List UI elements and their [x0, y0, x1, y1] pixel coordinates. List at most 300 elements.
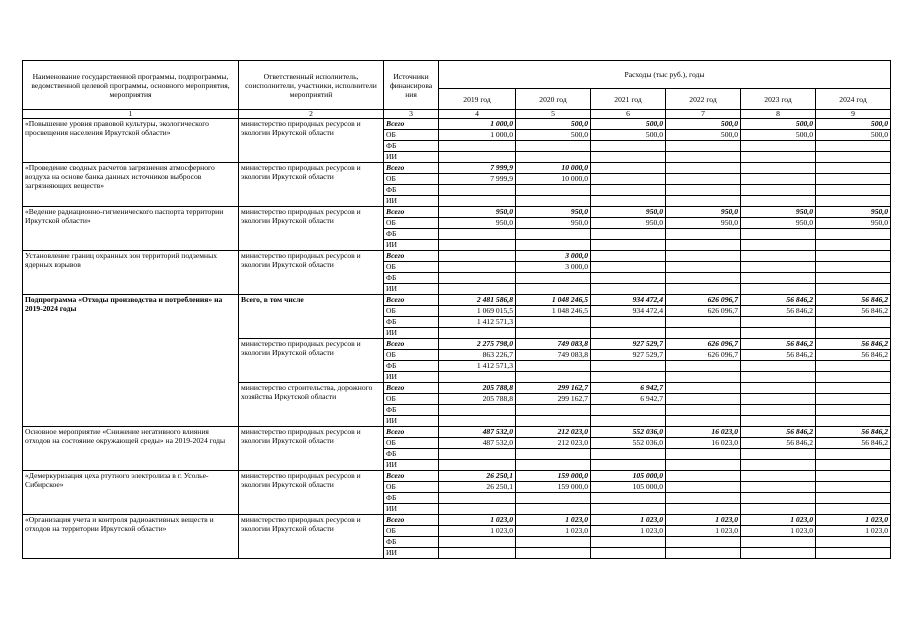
amount-cell: 626 096,7	[666, 350, 741, 361]
amount-cell: 950,0	[816, 207, 891, 218]
amount-cell	[439, 493, 516, 504]
amount-cell: 500,0	[816, 119, 891, 130]
program-name-cell: Подпрограмма «Отходы производства и потребления» на 2019-2024 годы	[23, 295, 239, 427]
amount-cell	[741, 185, 816, 196]
amount-cell	[439, 273, 516, 284]
amount-cell: 299 162,7	[516, 394, 591, 405]
amount-cell	[666, 262, 741, 273]
amount-cell: 159 000,0	[516, 471, 591, 482]
amount-cell: 934 472,4	[591, 306, 666, 317]
executor-cell: министерство природных ресурсов и экологии Иркутской области	[239, 471, 384, 515]
amount-cell	[741, 163, 816, 174]
source-cell: ОБ	[384, 438, 439, 449]
amount-cell	[591, 449, 666, 460]
amount-cell	[741, 493, 816, 504]
table-row	[23, 251, 891, 262]
amount-cell	[741, 174, 816, 185]
program-name-cell: «Демеркуризация цеха ртутного электролиза в г. Усолье-Сибирское»	[23, 471, 239, 515]
amount-cell: 10 000,0	[516, 163, 591, 174]
amount-cell: 1 023,0	[439, 526, 516, 537]
program-name-cell: «Повышение уровня правовой культуры, экологического просвещения населения Иркутской области»	[23, 119, 239, 163]
amount-cell: 950,0	[741, 218, 816, 229]
amount-cell	[666, 273, 741, 284]
amount-cell	[516, 185, 591, 196]
source-cell: Всего	[384, 471, 439, 482]
amount-cell	[816, 152, 891, 163]
program-name-cell: Основное мероприятие «Снижение негативного влияния отходов на состояние окружающей среды» на 2019-2024 годы	[23, 427, 239, 471]
amount-cell	[741, 196, 816, 207]
amount-cell: 1 023,0	[591, 526, 666, 537]
amount-cell: 950,0	[666, 207, 741, 218]
amount-cell	[816, 240, 891, 251]
amount-cell: 1 412 571,3	[439, 317, 516, 328]
amount-cell: 1 023,0	[516, 515, 591, 526]
amount-cell	[516, 273, 591, 284]
col-header-executor: Ответственный исполнитель, соисполнители, участники, исполнители мероприятий	[239, 61, 384, 110]
amount-cell: 950,0	[516, 218, 591, 229]
source-cell: Всего	[384, 119, 439, 130]
amount-cell	[816, 196, 891, 207]
amount-cell	[666, 504, 741, 515]
amount-cell	[741, 405, 816, 416]
amount-cell: 927 529,7	[591, 350, 666, 361]
amount-cell	[516, 449, 591, 460]
source-cell: Всего	[384, 295, 439, 306]
amount-cell: 500,0	[591, 119, 666, 130]
program-name-cell: «Проведение сводных расчетов загрязнения атмосферного воздуха на основе банка данных источников выбросов загрязняющих веществ»	[23, 163, 239, 207]
amount-cell: 950,0	[439, 207, 516, 218]
year-header: 2023 год	[741, 89, 816, 110]
amount-cell	[816, 460, 891, 471]
amount-cell: 487 532,0	[439, 438, 516, 449]
amount-cell	[741, 460, 816, 471]
amount-cell	[666, 240, 741, 251]
amount-cell	[666, 482, 741, 493]
amount-cell	[741, 317, 816, 328]
amount-cell: 105 000,0	[591, 482, 666, 493]
amount-cell	[816, 548, 891, 559]
amount-cell	[439, 196, 516, 207]
amount-cell: 56 846,2	[741, 306, 816, 317]
source-cell: ИИ	[384, 460, 439, 471]
amount-cell	[666, 383, 741, 394]
amount-cell	[439, 141, 516, 152]
amount-cell	[666, 251, 741, 262]
amount-cell	[816, 449, 891, 460]
amount-cell: 500,0	[516, 119, 591, 130]
amount-cell	[591, 152, 666, 163]
amount-cell: 950,0	[666, 218, 741, 229]
amount-cell	[591, 416, 666, 427]
amount-cell	[516, 548, 591, 559]
year-header: 2020 год	[516, 89, 591, 110]
amount-cell: 950,0	[741, 207, 816, 218]
amount-cell: 16 023,0	[666, 438, 741, 449]
amount-cell: 56 846,2	[816, 339, 891, 350]
source-cell: ФБ	[384, 493, 439, 504]
amount-cell	[439, 240, 516, 251]
amount-cell	[439, 372, 516, 383]
amount-cell	[591, 504, 666, 515]
amount-cell: 626 096,7	[666, 306, 741, 317]
amount-cell	[666, 416, 741, 427]
amount-cell	[666, 493, 741, 504]
amount-cell	[666, 537, 741, 548]
amount-cell	[591, 185, 666, 196]
amount-cell	[516, 493, 591, 504]
amount-cell: 1 023,0	[516, 526, 591, 537]
source-cell: ОБ	[384, 482, 439, 493]
source-cell: Всего	[384, 515, 439, 526]
amount-cell	[439, 504, 516, 515]
table-row	[23, 515, 891, 526]
amount-cell: 7 999,9	[439, 174, 516, 185]
amount-cell: 1 023,0	[741, 515, 816, 526]
program-name-cell: «Ведение радиационно-гигиенического паспорта территории Иркутской области»	[23, 207, 239, 251]
amount-cell: 1 069 015,5	[439, 306, 516, 317]
column-index: 5	[516, 110, 591, 119]
amount-cell	[816, 317, 891, 328]
column-index: 3	[384, 110, 439, 119]
amount-cell	[741, 251, 816, 262]
amount-cell	[741, 361, 816, 372]
amount-cell: 1 000,0	[439, 130, 516, 141]
source-cell: Всего	[384, 383, 439, 394]
table-row	[23, 163, 891, 174]
amount-cell	[816, 185, 891, 196]
amount-cell	[516, 361, 591, 372]
amount-cell: 105 000,0	[591, 471, 666, 482]
amount-cell	[741, 449, 816, 460]
amount-cell: 950,0	[816, 218, 891, 229]
amount-cell	[591, 273, 666, 284]
amount-cell: 299 162,7	[516, 383, 591, 394]
source-cell: ИИ	[384, 196, 439, 207]
amount-cell: 749 083,8	[516, 350, 591, 361]
amount-cell	[591, 493, 666, 504]
amount-cell	[666, 471, 741, 482]
amount-cell	[816, 504, 891, 515]
amount-cell	[591, 174, 666, 185]
amount-cell	[666, 394, 741, 405]
executor-cell: Всего, в том числе	[239, 295, 384, 339]
source-cell: ОБ	[384, 130, 439, 141]
amount-cell: 16 023,0	[666, 427, 741, 438]
executor-cell: министерство природных ресурсов и экологии Иркутской области	[239, 339, 384, 383]
amount-cell	[666, 229, 741, 240]
source-cell: ИИ	[384, 548, 439, 559]
amount-cell	[666, 284, 741, 295]
program-name-cell: Установление границ охранных зон территорий подземных ядерных взрывов	[23, 251, 239, 295]
column-index: 6	[591, 110, 666, 119]
amount-cell: 56 846,2	[816, 295, 891, 306]
amount-cell: 6 942,7	[591, 383, 666, 394]
amount-cell	[741, 394, 816, 405]
amount-cell: 56 846,2	[741, 438, 816, 449]
amount-cell	[439, 537, 516, 548]
amount-cell: 1 048 246,5	[516, 306, 591, 317]
amount-cell	[816, 493, 891, 504]
amount-cell	[439, 328, 516, 339]
amount-cell	[816, 471, 891, 482]
amount-cell	[666, 328, 741, 339]
executor-cell: министерство природных ресурсов и экологии Иркутской области	[239, 251, 384, 295]
amount-cell	[516, 416, 591, 427]
amount-cell: 1 023,0	[439, 515, 516, 526]
amount-cell	[516, 152, 591, 163]
source-cell: Всего	[384, 339, 439, 350]
amount-cell	[816, 394, 891, 405]
amount-cell	[591, 317, 666, 328]
table-row	[23, 119, 891, 130]
source-cell: ИИ	[384, 152, 439, 163]
column-index: 9	[816, 110, 891, 119]
source-cell: ОБ	[384, 350, 439, 361]
amount-cell: 934 472,4	[591, 295, 666, 306]
amount-cell: 500,0	[591, 130, 666, 141]
table-row	[23, 427, 891, 438]
col-header-name: Наименование государственной программы, подпрограммы, ведомственной целевой программы, основного мероприятия, мероприятия	[23, 61, 239, 110]
amount-cell: 3 000,0	[516, 262, 591, 273]
amount-cell	[516, 141, 591, 152]
budget-table-container	[22, 60, 891, 559]
amount-cell	[591, 460, 666, 471]
amount-cell	[591, 548, 666, 559]
amount-cell	[666, 449, 741, 460]
amount-cell	[516, 405, 591, 416]
amount-cell: 500,0	[816, 130, 891, 141]
amount-cell	[741, 141, 816, 152]
amount-cell: 1 023,0	[816, 526, 891, 537]
amount-cell	[439, 405, 516, 416]
source-cell: ОБ	[384, 262, 439, 273]
year-header: 2024 год	[816, 89, 891, 110]
amount-cell	[516, 504, 591, 515]
amount-cell: 3 000,0	[516, 251, 591, 262]
amount-cell: 950,0	[591, 218, 666, 229]
amount-cell: 552 036,0	[591, 427, 666, 438]
amount-cell	[666, 141, 741, 152]
col-header-expenses: Расходы (тыс руб.), годы	[439, 61, 891, 89]
amount-cell: 56 846,2	[816, 438, 891, 449]
amount-cell	[439, 185, 516, 196]
source-cell: ОБ	[384, 174, 439, 185]
amount-cell: 1 023,0	[591, 515, 666, 526]
amount-cell	[516, 372, 591, 383]
source-cell: ФБ	[384, 317, 439, 328]
amount-cell	[816, 537, 891, 548]
source-cell: Всего	[384, 207, 439, 218]
amount-cell	[741, 471, 816, 482]
amount-cell: 56 846,2	[741, 339, 816, 350]
amount-cell	[816, 284, 891, 295]
amount-cell	[741, 482, 816, 493]
source-cell: Всего	[384, 427, 439, 438]
amount-cell	[741, 152, 816, 163]
amount-cell	[439, 416, 516, 427]
column-index: 2	[239, 110, 384, 119]
source-cell: ОБ	[384, 218, 439, 229]
amount-cell: 1 023,0	[816, 515, 891, 526]
amount-cell	[516, 537, 591, 548]
amount-cell	[816, 251, 891, 262]
amount-cell: 749 083,8	[516, 339, 591, 350]
amount-cell	[666, 372, 741, 383]
executor-cell: министерство природных ресурсов и экологии Иркутской области	[239, 427, 384, 471]
amount-cell: 626 096,7	[666, 339, 741, 350]
source-cell: ОБ	[384, 526, 439, 537]
source-cell: ИИ	[384, 284, 439, 295]
source-cell: ФБ	[384, 449, 439, 460]
source-cell: ИИ	[384, 328, 439, 339]
amount-cell: 1 412 571,3	[439, 361, 516, 372]
amount-cell	[816, 372, 891, 383]
column-index: 1	[23, 110, 239, 119]
executor-cell: министерство строительства, дорожного хозяйства Иркутской области	[239, 383, 384, 427]
amount-cell	[741, 262, 816, 273]
amount-cell	[666, 185, 741, 196]
amount-cell	[591, 163, 666, 174]
amount-cell	[516, 240, 591, 251]
amount-cell: 56 846,2	[741, 350, 816, 361]
amount-cell	[591, 537, 666, 548]
amount-cell: 26 250,1	[439, 471, 516, 482]
column-index: 7	[666, 110, 741, 119]
amount-cell	[516, 196, 591, 207]
amount-cell	[516, 328, 591, 339]
source-cell: ФБ	[384, 405, 439, 416]
table-row	[23, 207, 891, 218]
amount-cell	[816, 328, 891, 339]
amount-cell: 56 846,2	[741, 295, 816, 306]
amount-cell	[591, 251, 666, 262]
executor-cell: министерство природных ресурсов и экологии Иркутской области	[239, 119, 384, 163]
amount-cell	[591, 405, 666, 416]
amount-cell	[816, 174, 891, 185]
amount-cell	[591, 229, 666, 240]
amount-cell: 927 529,7	[591, 339, 666, 350]
amount-cell	[816, 361, 891, 372]
amount-cell: 159 000,0	[516, 482, 591, 493]
amount-cell	[666, 460, 741, 471]
amount-cell: 500,0	[516, 130, 591, 141]
amount-cell: 56 846,2	[816, 306, 891, 317]
amount-cell	[591, 262, 666, 273]
amount-cell	[439, 548, 516, 559]
amount-cell	[439, 152, 516, 163]
amount-cell	[591, 240, 666, 251]
source-cell: ФБ	[384, 361, 439, 372]
amount-cell: 6 942,7	[591, 394, 666, 405]
amount-cell	[816, 229, 891, 240]
year-header: 2019 год	[439, 89, 516, 110]
amount-cell	[816, 262, 891, 273]
amount-cell	[816, 416, 891, 427]
amount-cell: 212 023,0	[516, 427, 591, 438]
source-cell: ОБ	[384, 394, 439, 405]
source-cell: ФБ	[384, 141, 439, 152]
amount-cell: 2 275 798,0	[439, 339, 516, 350]
amount-cell: 7 999,9	[439, 163, 516, 174]
amount-cell	[439, 449, 516, 460]
year-header: 2022 год	[666, 89, 741, 110]
amount-cell: 1 023,0	[666, 515, 741, 526]
amount-cell: 1 023,0	[666, 526, 741, 537]
amount-cell	[741, 229, 816, 240]
amount-cell	[591, 141, 666, 152]
amount-cell: 56 846,2	[816, 427, 891, 438]
executor-cell: министерство природных ресурсов и экологии Иркутской области	[239, 163, 384, 207]
amount-cell: 26 250,1	[439, 482, 516, 493]
column-index: 8	[741, 110, 816, 119]
amount-cell: 552 036,0	[591, 438, 666, 449]
executor-cell: министерство природных ресурсов и экологии Иркутской области	[239, 515, 384, 559]
source-cell: Всего	[384, 251, 439, 262]
amount-cell	[591, 328, 666, 339]
amount-cell	[666, 174, 741, 185]
source-cell: ФБ	[384, 273, 439, 284]
amount-cell: 1 023,0	[741, 526, 816, 537]
amount-cell	[666, 163, 741, 174]
amount-cell: 500,0	[666, 130, 741, 141]
amount-cell	[666, 196, 741, 207]
amount-cell: 500,0	[741, 119, 816, 130]
amount-cell: 500,0	[741, 130, 816, 141]
source-cell: ОБ	[384, 306, 439, 317]
amount-cell	[741, 372, 816, 383]
amount-cell	[666, 361, 741, 372]
source-cell: ФБ	[384, 229, 439, 240]
source-cell: ФБ	[384, 185, 439, 196]
amount-cell: 950,0	[591, 207, 666, 218]
table-body	[23, 119, 891, 559]
source-cell: ИИ	[384, 416, 439, 427]
amount-cell	[666, 548, 741, 559]
amount-cell	[666, 405, 741, 416]
table-row	[23, 295, 891, 306]
amount-cell	[741, 383, 816, 394]
amount-cell	[816, 163, 891, 174]
amount-cell	[439, 229, 516, 240]
amount-cell	[741, 240, 816, 251]
amount-cell	[666, 317, 741, 328]
amount-cell	[591, 361, 666, 372]
amount-cell: 2 481 586,8	[439, 295, 516, 306]
amount-cell: 863 226,7	[439, 350, 516, 361]
amount-cell: 212 023,0	[516, 438, 591, 449]
amount-cell	[741, 548, 816, 559]
amount-cell: 1 000,0	[439, 119, 516, 130]
amount-cell	[741, 328, 816, 339]
amount-cell	[816, 383, 891, 394]
amount-cell	[591, 372, 666, 383]
amount-cell	[439, 284, 516, 295]
amount-cell	[741, 504, 816, 515]
amount-cell: 1 048 246,5	[516, 295, 591, 306]
year-header: 2021 год	[591, 89, 666, 110]
amount-cell: 500,0	[666, 119, 741, 130]
amount-cell	[516, 317, 591, 328]
amount-cell	[516, 284, 591, 295]
source-cell: ИИ	[384, 372, 439, 383]
source-cell: ФБ	[384, 537, 439, 548]
amount-cell	[591, 196, 666, 207]
executor-cell: министерство природных ресурсов и экологии Иркутской области	[239, 207, 384, 251]
table-row	[23, 471, 891, 482]
amount-cell: 950,0	[439, 218, 516, 229]
amount-cell	[741, 273, 816, 284]
amount-cell	[439, 262, 516, 273]
